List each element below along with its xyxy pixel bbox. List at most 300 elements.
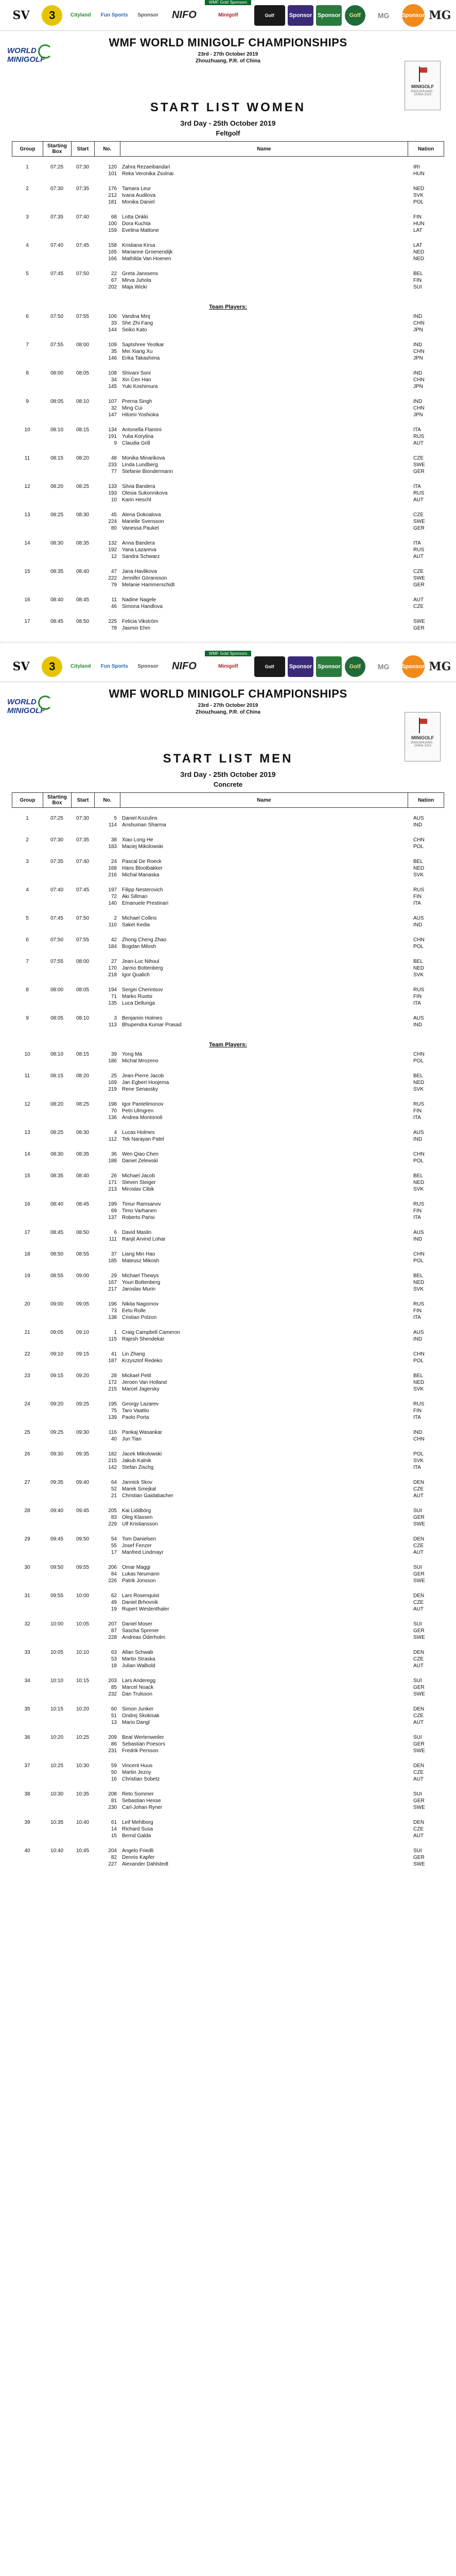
start-time: 07:45 bbox=[76, 887, 90, 893]
player-number: 139 bbox=[108, 1415, 117, 1420]
start-time bbox=[71, 625, 94, 632]
column-header: Nation bbox=[408, 142, 444, 157]
player-name: Bogdan Milosh bbox=[122, 944, 156, 950]
starting-box-time bbox=[43, 383, 71, 390]
group-number bbox=[12, 1436, 43, 1443]
sponsor-logo: MG bbox=[429, 659, 451, 673]
group-number bbox=[12, 822, 43, 828]
player-nation: CHN bbox=[413, 349, 425, 354]
starting-box-time bbox=[43, 1258, 71, 1264]
start-time bbox=[71, 1719, 94, 1726]
player-name: Saptshree Yeotkar bbox=[122, 342, 164, 348]
starting-box-time bbox=[43, 582, 71, 588]
starting-box-time: 08:45 bbox=[50, 1230, 64, 1235]
starting-box-time: 08:00 bbox=[50, 987, 64, 993]
group-number bbox=[12, 1258, 43, 1264]
start-time bbox=[71, 1713, 94, 1719]
starting-box-time: 07:50 bbox=[50, 314, 64, 319]
start-time bbox=[71, 468, 94, 475]
group-number: 14 bbox=[24, 540, 30, 546]
player-name: Michael Collins bbox=[122, 916, 157, 921]
start-time bbox=[71, 1521, 94, 1528]
player-nation: CHN bbox=[413, 1251, 425, 1257]
player-name: Nikita Nagornov bbox=[122, 1301, 159, 1307]
sponsor-logo: MG bbox=[377, 662, 390, 671]
group-number bbox=[12, 377, 43, 383]
player-nation: RUS bbox=[413, 887, 425, 893]
player-number: 18 bbox=[111, 1663, 117, 1669]
player-number: 144 bbox=[108, 327, 117, 333]
player-name: Claudia Grill bbox=[122, 440, 150, 446]
player-name: Lucas Holmes bbox=[122, 1130, 155, 1136]
player-number: 172 bbox=[108, 1380, 117, 1385]
player-number: 219 bbox=[108, 1087, 117, 1092]
group-number: 15 bbox=[24, 569, 30, 574]
player-number: 101 bbox=[108, 171, 117, 177]
start-group bbox=[12, 1201, 444, 1229]
player-name: Linda Lundberg bbox=[122, 462, 158, 468]
group-number bbox=[12, 1214, 43, 1221]
player-number: 62 bbox=[111, 1593, 117, 1599]
group-number bbox=[12, 1208, 43, 1214]
group-number bbox=[12, 1086, 43, 1093]
start-group bbox=[12, 618, 444, 640]
player-number: 170 bbox=[108, 965, 117, 971]
player-nation: AUT bbox=[413, 554, 424, 560]
start-time: 08:35 bbox=[76, 1151, 90, 1157]
player-number: 45 bbox=[111, 512, 117, 518]
player-number: 33 bbox=[111, 320, 117, 326]
player-name: Youri Bottenberg bbox=[122, 1280, 161, 1285]
group-number: 23 bbox=[24, 1373, 30, 1379]
start-group bbox=[12, 568, 444, 597]
player-name: Igor Pantelimonov bbox=[122, 1101, 164, 1107]
starting-box-time: 08:15 bbox=[50, 455, 64, 461]
group-number: 9 bbox=[26, 1015, 29, 1021]
group-number: 39 bbox=[24, 1820, 30, 1825]
start-time bbox=[71, 1279, 94, 1286]
start-group bbox=[12, 858, 444, 887]
group-number: 34 bbox=[24, 1678, 30, 1684]
player-name: Lukas Neumann bbox=[122, 1571, 160, 1577]
player-nation: POL bbox=[413, 1158, 424, 1164]
start-group bbox=[12, 427, 444, 455]
starting-box-time bbox=[43, 1656, 71, 1663]
start-time bbox=[71, 1634, 94, 1641]
player-nation: CHN bbox=[413, 937, 425, 943]
player-nation: ITA bbox=[413, 1115, 421, 1121]
start-time bbox=[71, 547, 94, 553]
start-time bbox=[71, 462, 94, 468]
player-nation: GER bbox=[413, 1515, 425, 1520]
player-name: Jasmin Ehm bbox=[122, 625, 151, 631]
player-name: Tek Narayan Patel bbox=[122, 1137, 164, 1142]
start-time bbox=[71, 1464, 94, 1471]
player-nation: CZE bbox=[413, 569, 424, 574]
start-time: 10:15 bbox=[76, 1678, 90, 1684]
sponsor-logo: Sponsor bbox=[316, 656, 342, 677]
group-number bbox=[12, 843, 43, 850]
player-nation: AUT bbox=[413, 1550, 424, 1555]
group-number: 36 bbox=[24, 1735, 30, 1740]
start-time bbox=[71, 1691, 94, 1698]
group-number: 27 bbox=[24, 1480, 30, 1485]
start-group bbox=[12, 242, 444, 270]
start-list-surface: Feltgolf bbox=[216, 129, 240, 137]
start-time: 10:20 bbox=[76, 1706, 90, 1712]
start-time: 09:05 bbox=[76, 1301, 90, 1307]
group-number: 13 bbox=[24, 512, 30, 518]
player-nation: BEL bbox=[413, 1073, 423, 1079]
group-number bbox=[12, 1408, 43, 1414]
player-number: 199 bbox=[108, 1201, 117, 1207]
player-name: Mirva Juhola bbox=[122, 278, 151, 283]
starting-box-time bbox=[43, 1214, 71, 1221]
player-number: 186 bbox=[108, 1058, 117, 1064]
start-time bbox=[71, 1114, 94, 1121]
group-number: 3 bbox=[26, 859, 29, 865]
championship-dates: 23rd - 27th October 2019 bbox=[198, 703, 258, 708]
starting-box-time bbox=[43, 525, 71, 532]
start-group bbox=[12, 1301, 444, 1329]
player-name: Omar Maggi bbox=[122, 1565, 151, 1570]
starting-box-time bbox=[43, 490, 71, 497]
starting-box-time bbox=[43, 1136, 71, 1143]
group-number bbox=[12, 1599, 43, 1606]
start-list-header-table bbox=[12, 141, 444, 157]
start-time bbox=[71, 355, 94, 362]
player-number: 207 bbox=[108, 1621, 117, 1627]
starting-box-time: 08:10 bbox=[50, 427, 64, 433]
start-time bbox=[71, 412, 94, 418]
player-number: 53 bbox=[111, 1656, 117, 1662]
column-header: Name bbox=[120, 793, 408, 808]
player-name: Stefan Zischg bbox=[122, 1465, 154, 1470]
player-nation: AUT bbox=[413, 1776, 424, 1782]
start-time: 09:55 bbox=[76, 1565, 90, 1570]
player-name: Rupert Westenthaler bbox=[122, 1606, 169, 1612]
player-name: Bernd Galda bbox=[122, 1833, 151, 1839]
player-nation: IND bbox=[413, 822, 423, 828]
player-name: Martin Jezny bbox=[122, 1770, 151, 1775]
starting-box-time bbox=[43, 256, 71, 262]
player-number: 194 bbox=[108, 987, 117, 993]
start-time bbox=[71, 1022, 94, 1028]
player-number: 15 bbox=[111, 1833, 117, 1839]
player-number: 84 bbox=[111, 1571, 117, 1577]
player-number: 107 bbox=[108, 399, 117, 404]
player-name: Vandna Minj bbox=[122, 314, 150, 319]
start-group bbox=[12, 1677, 444, 1706]
player-number: 217 bbox=[108, 1286, 117, 1292]
starting-box-time bbox=[43, 1606, 71, 1613]
start-time bbox=[71, 327, 94, 333]
player-number: 26 bbox=[111, 1173, 117, 1179]
starting-box-time: 08:25 bbox=[50, 512, 64, 518]
player-nation: CHN bbox=[413, 1351, 425, 1357]
start-time bbox=[71, 1179, 94, 1186]
start-time bbox=[71, 348, 94, 355]
player-name: Josef Fenzer bbox=[122, 1543, 152, 1549]
player-name: Michal Mrozeno bbox=[122, 1058, 159, 1064]
starting-box-time bbox=[43, 553, 71, 560]
starting-box-time bbox=[43, 1286, 71, 1293]
player-name: Vanessa Paukel bbox=[122, 526, 159, 531]
start-time: 08:20 bbox=[76, 455, 90, 461]
sponsor-label bbox=[0, 651, 456, 656]
group-number bbox=[12, 1663, 43, 1669]
player-nation: SUI bbox=[413, 1848, 422, 1854]
start-time: 09:45 bbox=[76, 1508, 90, 1514]
sponsor-logo: NIFO bbox=[171, 660, 197, 672]
player-nation: ITA bbox=[413, 427, 421, 433]
player-name: Christian Sobetz bbox=[122, 1776, 160, 1782]
player-nation: RUS bbox=[413, 547, 425, 553]
player-name: Kai Liddbörg bbox=[122, 1508, 151, 1514]
player-nation: NED bbox=[413, 1380, 425, 1385]
player-number: 1 bbox=[114, 1330, 117, 1335]
starting-box-time bbox=[43, 822, 71, 828]
player-number: 72 bbox=[111, 894, 117, 900]
group-number bbox=[12, 547, 43, 553]
group-number bbox=[12, 1549, 43, 1556]
start-time bbox=[71, 1833, 94, 1839]
player-number: 231 bbox=[108, 1748, 117, 1754]
player-number: 230 bbox=[108, 1805, 117, 1810]
group-number bbox=[12, 1000, 43, 1007]
player-number: 67 bbox=[111, 278, 117, 283]
start-time bbox=[71, 1379, 94, 1386]
player-name: Martin Straska bbox=[122, 1656, 155, 1662]
start-time bbox=[71, 227, 94, 234]
player-nation: ITA bbox=[413, 1415, 421, 1420]
starting-box-time: 09:55 bbox=[50, 1593, 64, 1599]
team-players-label: Team Players: bbox=[209, 304, 247, 310]
start-time bbox=[71, 1079, 94, 1086]
start-time bbox=[71, 1000, 94, 1007]
player-name: Karin Heschl bbox=[122, 497, 151, 503]
world-minigolf-logo bbox=[7, 46, 54, 74]
group-number bbox=[12, 1656, 43, 1663]
start-time bbox=[71, 922, 94, 928]
group-number bbox=[12, 1514, 43, 1521]
starting-box-time bbox=[43, 1158, 71, 1164]
player-number: 188 bbox=[108, 1158, 117, 1164]
group-number bbox=[12, 462, 43, 468]
starting-box-time: 08:15 bbox=[50, 1073, 64, 1079]
player-number: 115 bbox=[109, 1336, 117, 1342]
player-nation: LAT bbox=[413, 243, 423, 248]
player-nation: AUT bbox=[413, 1663, 424, 1669]
player-name: Jun Tian bbox=[122, 1436, 142, 1442]
start-time bbox=[71, 1769, 94, 1776]
group-number bbox=[12, 1713, 43, 1719]
group-number bbox=[12, 972, 43, 978]
player-name: Ondrej Skokisak bbox=[122, 1713, 160, 1719]
sponsor-logo: Cityland bbox=[71, 12, 91, 18]
start-time bbox=[71, 1108, 94, 1114]
group-number: 33 bbox=[24, 1650, 30, 1655]
start-group bbox=[12, 1621, 444, 1649]
player-nation: JPN bbox=[413, 327, 423, 333]
player-number: 6 bbox=[114, 1230, 117, 1235]
starting-box-time: 07:35 bbox=[50, 859, 64, 865]
starting-box-time bbox=[43, 355, 71, 362]
group-number bbox=[12, 490, 43, 497]
player-name: Mario Dangl bbox=[122, 1720, 150, 1725]
start-time: 10:25 bbox=[76, 1735, 90, 1740]
player-nation: AUS bbox=[413, 1130, 424, 1136]
player-nation: DEN bbox=[413, 1480, 425, 1485]
player-nation: CZE bbox=[413, 1713, 424, 1719]
player-nation: AUT bbox=[413, 497, 424, 503]
starting-box-time bbox=[43, 865, 71, 872]
player-nation: IND bbox=[413, 1022, 423, 1028]
player-name: Ivana Audilova bbox=[122, 193, 156, 198]
starting-box-time bbox=[43, 1663, 71, 1669]
flag-icon bbox=[417, 66, 428, 82]
player-nation: ITA bbox=[413, 540, 421, 546]
start-time bbox=[71, 865, 94, 872]
player-nation: DEN bbox=[413, 1650, 425, 1655]
start-time bbox=[71, 843, 94, 850]
start-time bbox=[71, 1656, 94, 1663]
group-number bbox=[12, 249, 43, 256]
player-name: Antonella Flamini bbox=[122, 427, 162, 433]
player-name: Georgy Lazarev bbox=[122, 1401, 159, 1407]
column-header: Start bbox=[71, 793, 94, 808]
world-minigolf-logo bbox=[7, 698, 54, 725]
player-name: Allan Schwab bbox=[122, 1650, 153, 1655]
player-number: 10 bbox=[111, 497, 117, 503]
player-name: Miroslav Cibik bbox=[122, 1187, 154, 1192]
starting-box-time bbox=[43, 1358, 71, 1364]
player-nation: SVK bbox=[413, 1286, 424, 1292]
player-name: Monika Minarikova bbox=[122, 455, 165, 461]
starting-box-time: 07:25 bbox=[50, 816, 64, 821]
start-time: 07:35 bbox=[76, 186, 90, 192]
group-number bbox=[12, 1158, 43, 1164]
starting-box-time: 09:45 bbox=[50, 1536, 64, 1542]
player-nation: SWE bbox=[413, 1691, 425, 1697]
start-group bbox=[12, 1401, 444, 1429]
group-number bbox=[12, 221, 43, 227]
start-group bbox=[12, 1848, 444, 1876]
player-name: Silvia Bandera bbox=[122, 484, 155, 489]
start-time bbox=[71, 972, 94, 978]
start-time bbox=[71, 440, 94, 447]
player-name: Lars Rosenquist bbox=[122, 1593, 160, 1599]
start-group bbox=[12, 455, 444, 483]
start-group bbox=[12, 1536, 444, 1564]
group-number: 2 bbox=[26, 186, 29, 192]
group-number bbox=[12, 1286, 43, 1293]
player-nation: AUS bbox=[413, 916, 424, 921]
player-name: Igor Qualich bbox=[122, 972, 150, 978]
player-name: Tom Danielsen bbox=[122, 1536, 156, 1542]
start-time bbox=[71, 377, 94, 383]
group-number: 11 bbox=[24, 1073, 30, 1079]
player-number: 215 bbox=[108, 1458, 117, 1464]
player-name: Monika Daniel bbox=[122, 199, 155, 205]
start-time bbox=[71, 383, 94, 390]
starting-box-time bbox=[43, 1691, 71, 1698]
player-name: Reka Veronika Zsolnai bbox=[122, 171, 174, 177]
group-number: 3 bbox=[26, 214, 29, 220]
sponsor-logo: Fun Sports bbox=[100, 12, 128, 18]
player-nation: CHN bbox=[413, 1052, 425, 1057]
player-nation: SWE bbox=[413, 1805, 425, 1810]
starting-box-time bbox=[43, 1521, 71, 1528]
starting-box-time: 07:45 bbox=[50, 916, 64, 921]
start-time: 09:25 bbox=[76, 1401, 90, 1407]
group-number bbox=[12, 922, 43, 928]
player-number: 61 bbox=[111, 1820, 117, 1825]
player-name: Lotta Onkki bbox=[122, 214, 148, 220]
group-number: 4 bbox=[26, 243, 29, 248]
start-time: 07:30 bbox=[76, 816, 90, 821]
starting-box-time bbox=[43, 462, 71, 468]
player-nation: RUS bbox=[413, 490, 425, 496]
group-number: 22 bbox=[24, 1351, 30, 1357]
player-nation: SUI bbox=[413, 1565, 422, 1570]
start-time bbox=[71, 1458, 94, 1464]
start-time bbox=[71, 221, 94, 227]
player-name: Andrea Montonoli bbox=[122, 1115, 163, 1121]
player-name: Jean-Luc Nihoul bbox=[122, 959, 160, 964]
player-number: 54 bbox=[111, 1536, 117, 1542]
starting-box-time bbox=[43, 192, 71, 199]
player-nation: FIN bbox=[413, 278, 422, 283]
starting-box-time bbox=[43, 171, 71, 177]
start-group bbox=[12, 1073, 444, 1101]
player-nation: GER bbox=[413, 1571, 425, 1577]
player-name: Daniel Zelewski bbox=[122, 1158, 159, 1164]
player-number: 59 bbox=[111, 1763, 117, 1769]
player-name: Shivani Soni bbox=[122, 370, 151, 376]
player-nation: SWE bbox=[413, 1578, 425, 1584]
player-name: Jannick Skov bbox=[122, 1480, 152, 1485]
starting-box-time bbox=[43, 900, 71, 907]
team-players-label: Team Players: bbox=[209, 1042, 247, 1048]
start-time: 08:30 bbox=[76, 512, 90, 518]
start-group bbox=[12, 1564, 444, 1592]
start-time bbox=[71, 1599, 94, 1606]
group-number bbox=[12, 865, 43, 872]
player-name: Jarmo Bottenberg bbox=[122, 965, 163, 971]
player-name: Daniel Kozulins bbox=[122, 816, 157, 821]
start-group bbox=[12, 164, 444, 185]
player-number: 19 bbox=[111, 1606, 117, 1612]
player-nation: AUT bbox=[413, 440, 424, 446]
starting-box-time bbox=[43, 1741, 71, 1748]
start-time bbox=[71, 284, 94, 291]
player-nation: RUS bbox=[413, 1401, 425, 1407]
start-time bbox=[71, 1336, 94, 1343]
player-name: Greta Janssens bbox=[122, 271, 159, 277]
starting-box-time bbox=[43, 518, 71, 525]
group-number: 4 bbox=[26, 887, 29, 893]
start-time bbox=[71, 553, 94, 560]
minigolf-event-logo bbox=[405, 712, 441, 761]
player-nation: CHN bbox=[413, 1151, 425, 1157]
player-nation: FIN bbox=[413, 894, 422, 900]
player-number: 50 bbox=[111, 1770, 117, 1775]
player-number: 197 bbox=[108, 887, 117, 893]
starting-box-time: 07:30 bbox=[50, 186, 64, 192]
player-name: Jaroslav Murin bbox=[122, 1286, 156, 1292]
group-number bbox=[12, 192, 43, 199]
